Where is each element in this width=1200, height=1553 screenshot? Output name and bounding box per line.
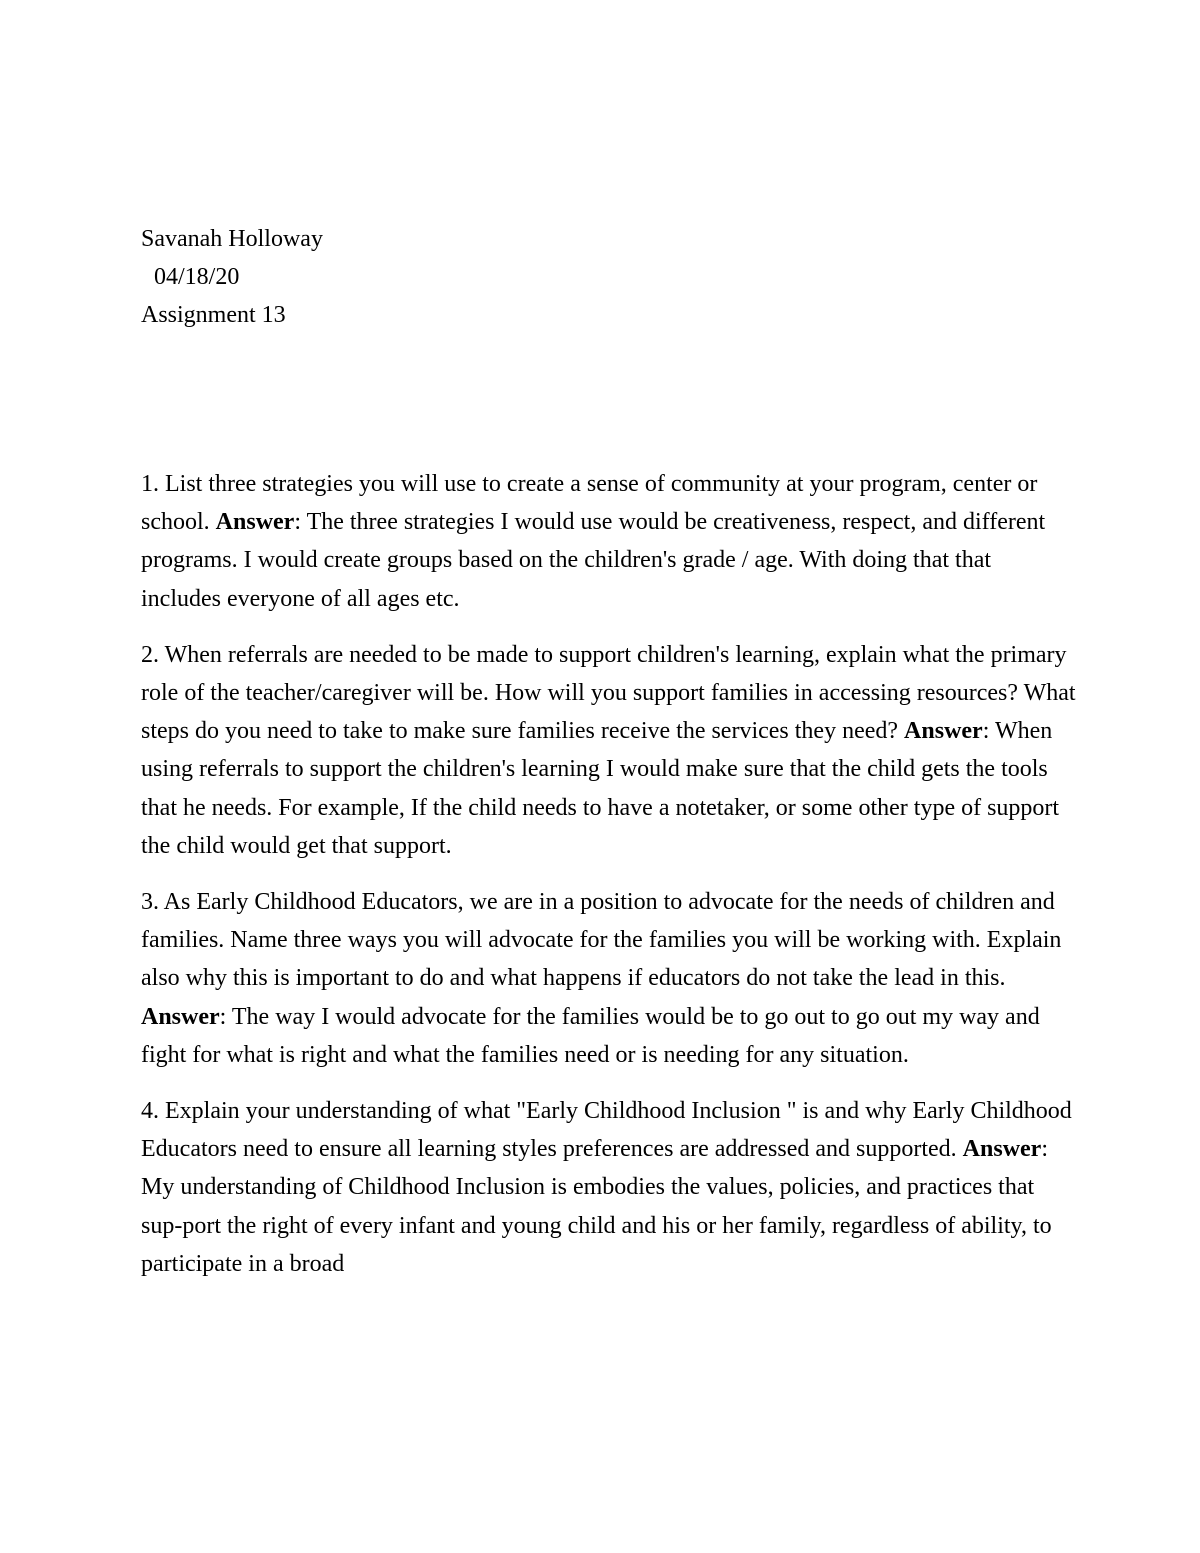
answer-label: Answer <box>215 509 295 536</box>
question-item-2 <box>141 636 1076 865</box>
answer-label: Answer <box>141 1003 220 1030</box>
question-text: 3. As Early Childhood Educators, we are in a position to advocate for the needs of children and families. Name three ways you will advocate for the families you will be working with. Explain also why this is important to do and what happens if educators do not take the lead in this. <box>141 889 1062 992</box>
document-header <box>141 220 323 334</box>
document-date: 04/18/20 <box>154 264 240 290</box>
answer-text: : When using referrals to support the children's learning I would make sure that the child gets the tools that he needs. For example, If the child needs to have a notetaker, or some other type of support the child would get that support. <box>141 718 1060 859</box>
question-item-1 <box>141 465 1076 618</box>
assignment-title: Assignment 13 <box>141 302 286 328</box>
answer-label: Answer <box>904 718 983 745</box>
question-item-4 <box>141 1092 1076 1283</box>
question-item-3 <box>141 883 1076 1074</box>
answer-text: : The way I would advocate for the families would be to go out to go out my way and fight for what is right and what the families need or is needing for any situation. <box>141 1003 1040 1068</box>
answer-label: Answer <box>962 1136 1042 1163</box>
document-body <box>141 465 1076 1301</box>
question-text: 2. When referrals are needed to be made to support children's learning, explain what the primary role of the teacher/caregiver will be. How will you support families in accessing resources? What steps do you need to take to make sure families receive the services they need? <box>141 641 1076 745</box>
answer-text: : The three strategies I would use would be creativeness, respect, and different programs. I would create groups based on the children's grade / age. With doing that that includes everyone of all ages etc. <box>141 509 1046 612</box>
question-text: 1. List three strategies you will use to create a sense of community at your program, center or school. <box>141 471 1038 536</box>
answer-text: : My understanding of Childhood Inclusion is embodies the values, policies, and practices that sup-port the right of every infant and young child and his or her family, regardless of ability, to participate in a broad <box>141 1136 1052 1277</box>
author-name: Savanah Holloway <box>141 226 323 252</box>
question-text: 4. Explain your understanding of what "Early Childhood Inclusion " is and why Early Childhood Educators need to ensure all learning styles preferences are addressed and supported. <box>141 1098 1072 1163</box>
